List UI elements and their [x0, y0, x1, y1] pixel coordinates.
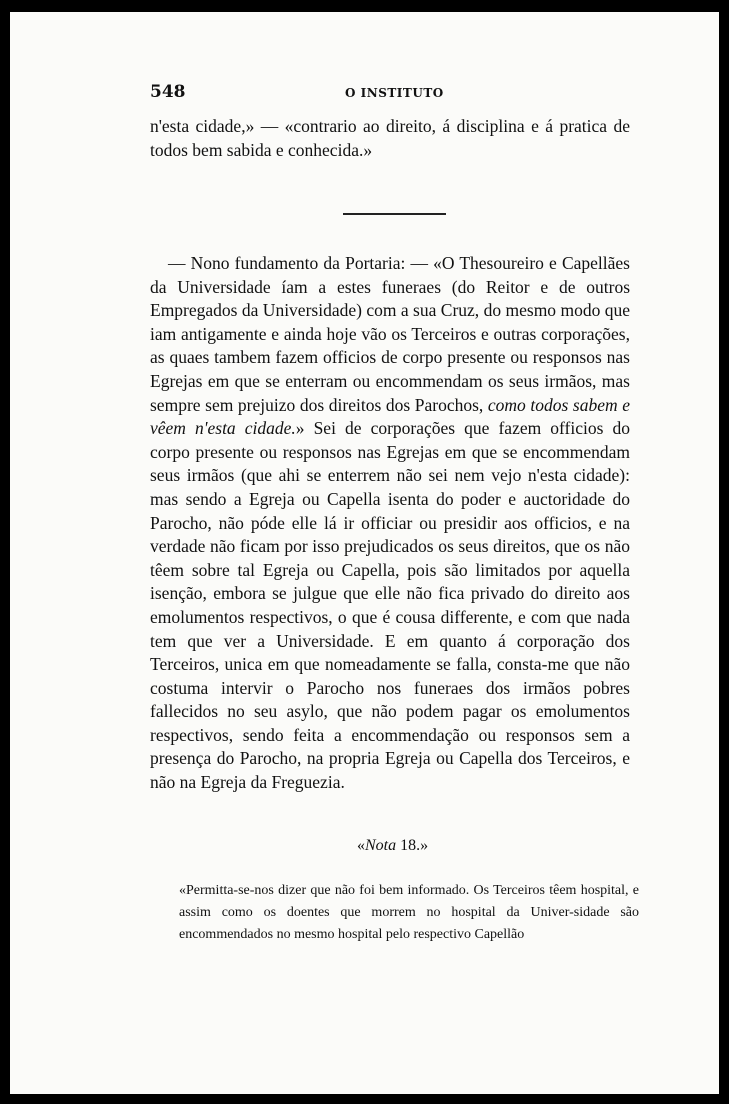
- note-text: «Permitta-se-nos dizer que não foi bem informado. Os Terceiros têem hospital, e assim como os doentes que morrem no hospital da Univer-sidade são encommendados no mesmo hospital pelo respectivo Capellão: [179, 883, 639, 943]
- note-label: Nota: [365, 837, 397, 854]
- main-text-lead: — Nono fundamento da Portaria: — «O Thesoureiro e Capellães da Universidade íam a estes funeraes (do Reitor e de outros Empregados da Universidade) com a sua Cruz, do mesmo modo que iam antigamente e ainda hoje vão os Terceiros e outras corporações, as quaes tambem fazem officios de corpo presente ou responsos nas Egrejas em que se enterram ou encommendam os seus irmãos, mas sempre sem prejuizo dos direitos dos Parochos,: [150, 253, 630, 415]
- note-close-quote: »: [420, 837, 429, 854]
- page-number: 548: [150, 82, 186, 102]
- running-title: O INSTITUTO: [345, 86, 444, 100]
- note-heading: [357, 837, 428, 855]
- note-open-quote: «: [357, 837, 365, 854]
- continuation-paragraph: [150, 114, 630, 162]
- main-paragraph: [150, 252, 630, 795]
- continuation-text: n'esta cidade,» — «contrario ao direito, á disciplina e á pratica de todos bem sabida e conhecida.»: [150, 116, 630, 160]
- section-divider: [343, 213, 446, 215]
- main-text-italic-phrase: como todos sabem e vêem n'esta cidade.: [150, 394, 631, 439]
- note-paragraph: [179, 880, 639, 947]
- page-header: [150, 82, 630, 104]
- main-text-rest: » Sei de corporações que fazem officios do corpo presente ou responsos nas Egrejas em que se encommendam seus irmãos (que ahi se enterrem não sei nem vejo n'esta cidade): mas sendo a Egreja ou Capella isenta do poder e auctoridade do Parocho, não póde elle lá ir officiar ou presidir aos officios, e na verdade não ficam por isso prejudicados os seus direitos, que os não têem sobre tal Egreja ou Capella, pois são limitados por aquella isenção, embora se julgue que elle não fica privado do direito aos emolumentos respectivos, o que é cousa differente, e com que nada tem que ver a Universidade. E em quanto á corporação dos Terceiros, unica em que nomeadamente se falla, consta-me que não costuma intervir o Parocho nos funeraes dos irmãos pobres fallecidos no seu asylo, que não podem pagar os emolumentos respectivos, sendo feita a encommendação ou responsos sem a presença do Parocho, na propria Egreja ou Capella dos Terceiros, e não na Egreja da Freguezia.: [150, 418, 630, 793]
- main-paragraph-text: [150, 252, 630, 795]
- note-number: 18.: [400, 837, 421, 854]
